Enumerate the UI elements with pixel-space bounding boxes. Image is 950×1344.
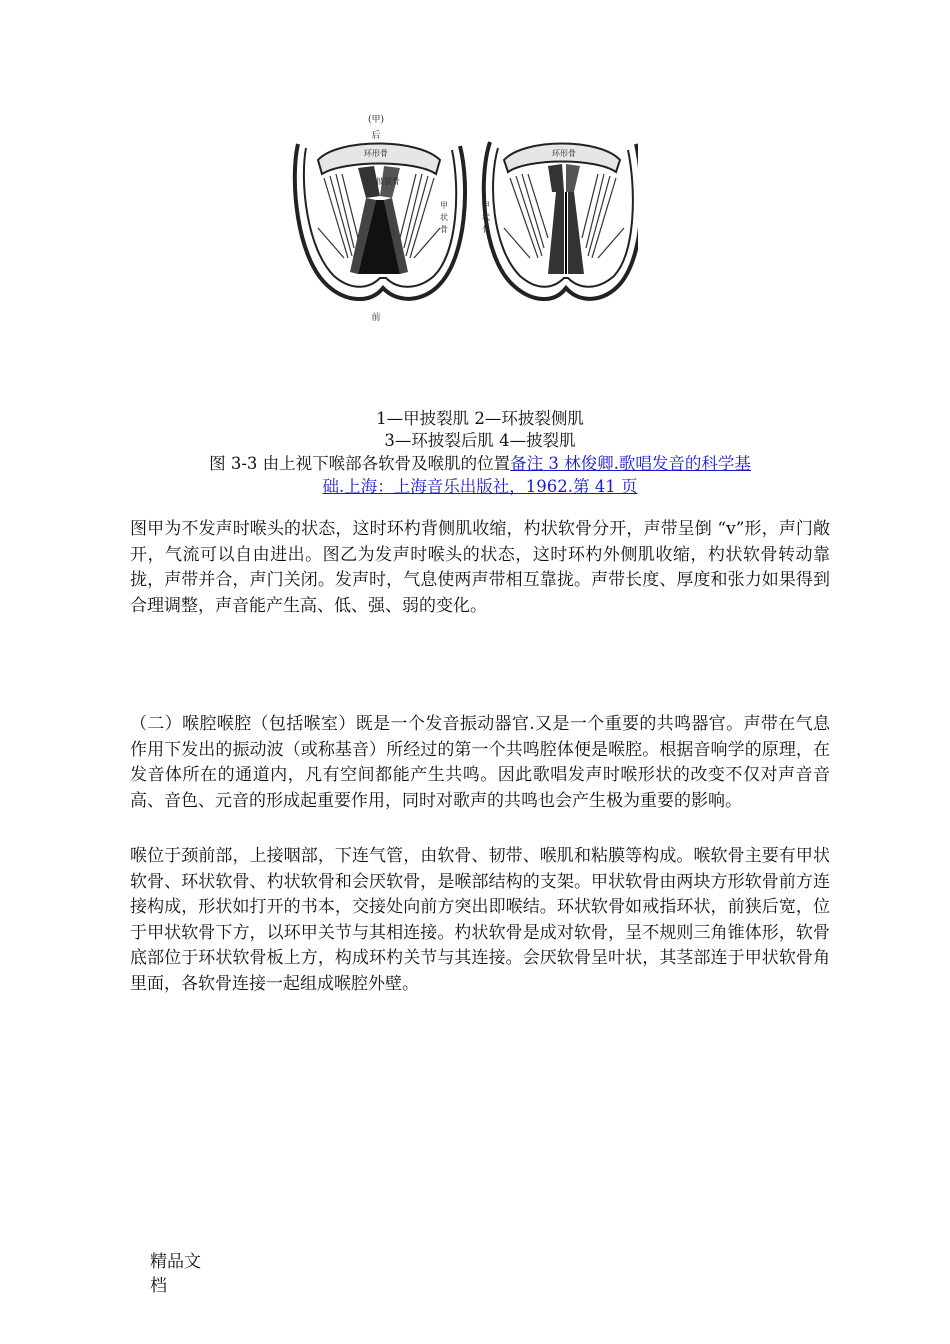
larynx-diagram-yi (482, 142, 638, 299)
label-huanzhuang-right: 环形骨 (552, 149, 576, 158)
label-jia: (甲) (367, 115, 385, 125)
svg-text:骨: 骨 (482, 225, 490, 234)
figure-caption-line1: 1—甲披裂肌 2—环披裂侧肌 (376, 409, 584, 428)
figure-caption-line3 (130, 453, 830, 475)
footnote-link[interactable]: 备注 3 林俊卿.歌唱发音的科学基 (510, 454, 751, 473)
footer-line2: 档 (150, 1276, 167, 1296)
svg-text:甲: 甲 (482, 201, 490, 210)
svg-text:状: 状 (440, 213, 448, 222)
svg-text:状: 状 (482, 213, 490, 222)
svg-text:骨: 骨 (440, 225, 448, 234)
footer-watermark (150, 1250, 220, 1298)
footnote-link-continued[interactable]: 础.上海：上海音乐出版社，1962.第 41 页 (322, 477, 638, 496)
label-hou: 后 (371, 131, 381, 141)
label-qian: 前 (371, 313, 381, 323)
svg-text:甲: 甲 (440, 201, 448, 210)
footer-line1: 精品文 (150, 1252, 201, 1272)
figure-caption-line2: 3—环披裂后肌 4—披裂肌 (384, 431, 576, 450)
paragraph-laryngeal-cavity: （二）喉腔喉腔（包括喉室）既是一个发音振动器官.又是一个重要的共鸣器官。声带在气息作用下发出的振动波（或称基音）所经过的第一个共鸣腔体便是喉腔。根据音响学的原理，在发音体所在的通道内，凡有空间都能产生共鸣。因此歌唱发声时喉形状的改变不仅对声音音高、音色、元音的形成起重要作用，同时对歌声的共鸣也会产生极为重要的影响。 (130, 714, 830, 811)
figure-title: 图 3-3 由上视下喉部各软骨及喉肌的位置 (209, 454, 511, 473)
paragraph-larynx-structure: 喉位于颈前部，上接咽部，下连气管，由软骨、韧带、喉肌和粘膜等构成。喉软骨主要有甲状软骨、环状软骨、杓状软骨和会厌软骨，是喉部结构的支架。甲状软骨由两块方形软骨前方连接构成，形状如打开的书本，交接处向前方突出即喉结。环状软骨如戒指环状，前狭后宽，位于甲状软骨下方，以环甲关节与其相连接。杓状软骨是成对软骨，呈不规则三角锥体形，软骨底部位于环状软骨板上方，构成环杓关节与其连接。会厌软骨呈叶状，其茎部连于甲状软骨角里面，各软骨连接一起组成喉腔外壁。 (130, 846, 830, 994)
larynx-diagram-jia (295, 114, 465, 323)
label-huanzhuang-left: 环形骨 (364, 149, 388, 158)
larynx-figure (288, 108, 638, 328)
paragraph-vocal-state: 图甲为不发声时喉头的状态，这时环杓背侧肌收缩，杓状软骨分开，声带呈倒 “v”形，声门敞开，气流可以自由进出。图乙为发声时喉头的状态，这时环杓外侧肌收缩，杓状软骨转动靠拢，声带并合，声门关闭。发声时，气息使两声带相互靠拢。声带长度、厚度和张力如果得到合理调整，声音能产生高、低、强、弱的变化。 (130, 519, 830, 616)
figure-caption-line4 (130, 476, 830, 498)
label-pilie: 披裂骨 (376, 177, 400, 186)
